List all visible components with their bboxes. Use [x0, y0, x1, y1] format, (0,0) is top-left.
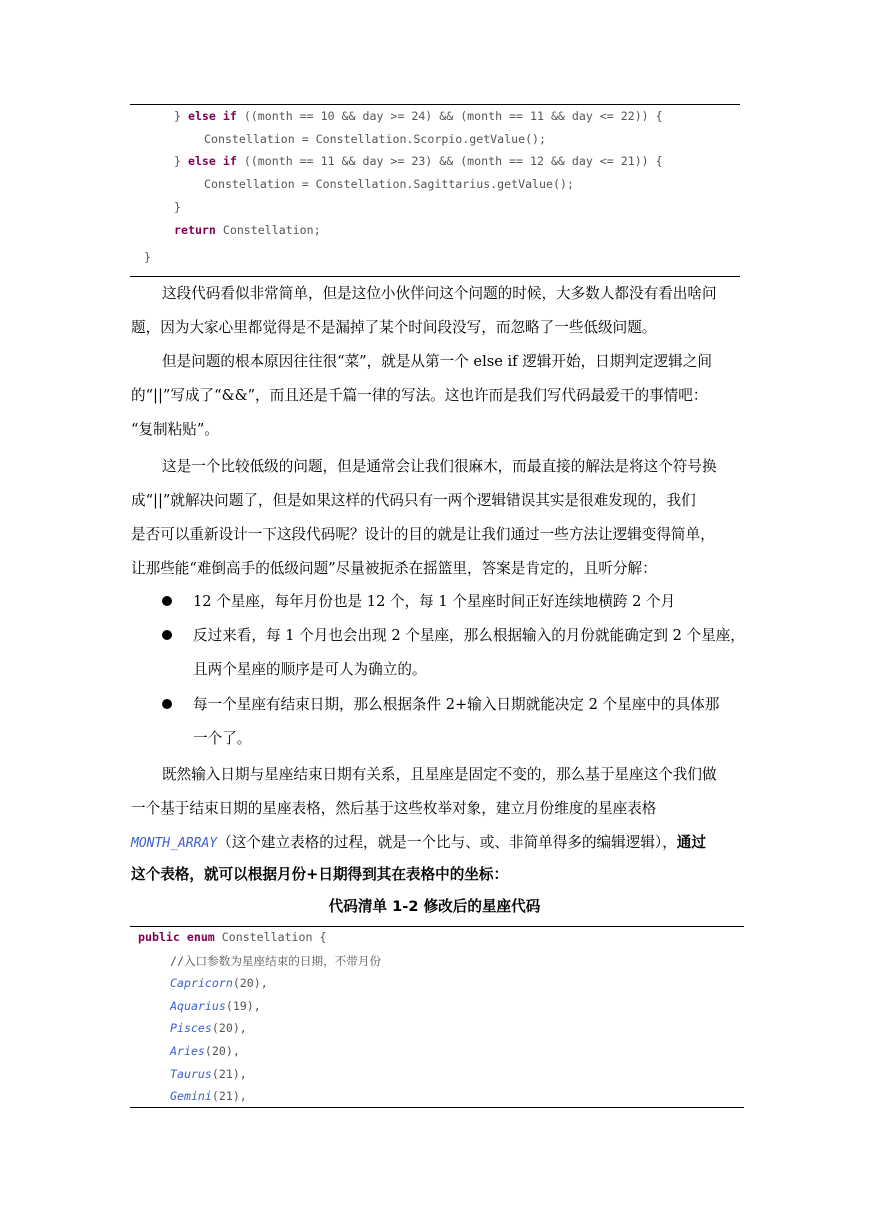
- paragraph-line: 成“||”就解决问题了，但是如果这样的代码只有一两个逻辑错误其实是很难发现的，我们: [131, 492, 696, 509]
- paragraph-line: 这个表格，就可以根据月份+日期得到其在表格中的坐标：: [131, 866, 509, 883]
- paragraph-line: 的“||”写成了“&&”，而且还是千篇一律的写法。这也许而是我们写代码最爱干的事情吧：: [131, 387, 708, 404]
- enum-entry: Aquarius(19),: [170, 999, 261, 1013]
- paragraph-line: “复制粘贴”。: [131, 421, 219, 438]
- enum-entry: Capricorn(20),: [170, 976, 268, 990]
- bullet-icon: [162, 596, 172, 606]
- inline-code: MONTH_ARRAY: [131, 836, 218, 851]
- bullet-icon: [162, 630, 172, 640]
- list-item: 12 个星座，每年月份也是 12 个，每 1 个星座时间正好连续地横跨 2 个月: [193, 593, 676, 610]
- list-item-continuation: 且两个星座的顺序是可人为确立的。: [193, 661, 427, 678]
- paragraph-line: 但是问题的根本原因往往很“菜”，就是从第一个 else if 逻辑开始，日期判定逻辑之间: [162, 353, 712, 370]
- paragraph-line: 这段代码看似非常简单，但是这位小伙伴问这个问题的时候，大多数人都没有看出啥问: [162, 285, 717, 302]
- code-line: } else if ((month == 10 && day >= 24) && (month == 11 && day <= 22)) {: [174, 109, 663, 123]
- paragraph-line: 题，因为大家心里都觉得是不是漏掉了某个时间段没写，而忽略了一些低级问题。: [131, 319, 657, 336]
- list-item: 每一个星座有结束日期，那么根据条件 2+输入日期就能决定 2 个星座中的具体那: [193, 696, 720, 713]
- code-line: Constellation = Constellation.Sagittarius.getValue();: [204, 177, 574, 191]
- enum-entry: Gemini(21),: [170, 1089, 247, 1103]
- code-line: }: [174, 200, 181, 214]
- code-line: Constellation = Constellation.Scorpio.getValue();: [204, 132, 547, 146]
- code-listing-top: [130, 104, 740, 277]
- enum-entry: Aries(20),: [170, 1044, 240, 1058]
- code-line: } else if ((month == 11 && day >= 23) && (month == 12 && day <= 21)) {: [174, 154, 663, 168]
- paragraph-line: MONTH_ARRAY（这个建立表格的过程，就是一个比与、或、非简单得多的编辑逻辑），通过: [131, 834, 706, 851]
- code-line: return Constellation;: [174, 223, 321, 237]
- code-listing-bottom: [130, 926, 744, 1108]
- code-line: }: [144, 250, 151, 264]
- list-item-continuation: 一个了。: [193, 730, 252, 747]
- paragraph-line: 既然输入日期与星座结束日期有关系，且星座是固定不变的，那么基于星座这个我们做: [162, 766, 717, 783]
- paragraph-line: 是否可以重新设计一下这段代码呢？设计的目的就是让我们通过一些方法让逻辑变得简单，: [131, 526, 715, 543]
- code-comment: //入口参数为星座结束的日期，不带月份: [170, 954, 382, 968]
- bullet-icon: [162, 699, 172, 709]
- enum-entry: Pisces(20),: [170, 1021, 247, 1035]
- paragraph-line: 让那些能“难倒高手的低级问题”尽量被扼杀在摇篮里，答案是肯定的，且听分解：: [131, 560, 657, 577]
- paragraph-line: 一个基于结束日期的星座表格，然后基于这些枚举对象，建立月份维度的星座表格: [131, 800, 657, 817]
- list-item: 反过来看，每 1 个月也会出现 2 个星座，那么根据输入的月份就能确定到 2 个星座，: [193, 627, 745, 644]
- paragraph-line: 这是一个比较低级的问题，但是通常会让我们很麻木，而最直接的解法是将这个符号换: [162, 458, 717, 475]
- code-listing-caption: 代码清单 1-2 修改后的星座代码: [328, 898, 541, 915]
- enum-entry: Taurus(21),: [170, 1067, 247, 1081]
- code-line: public enum Constellation {: [138, 930, 327, 944]
